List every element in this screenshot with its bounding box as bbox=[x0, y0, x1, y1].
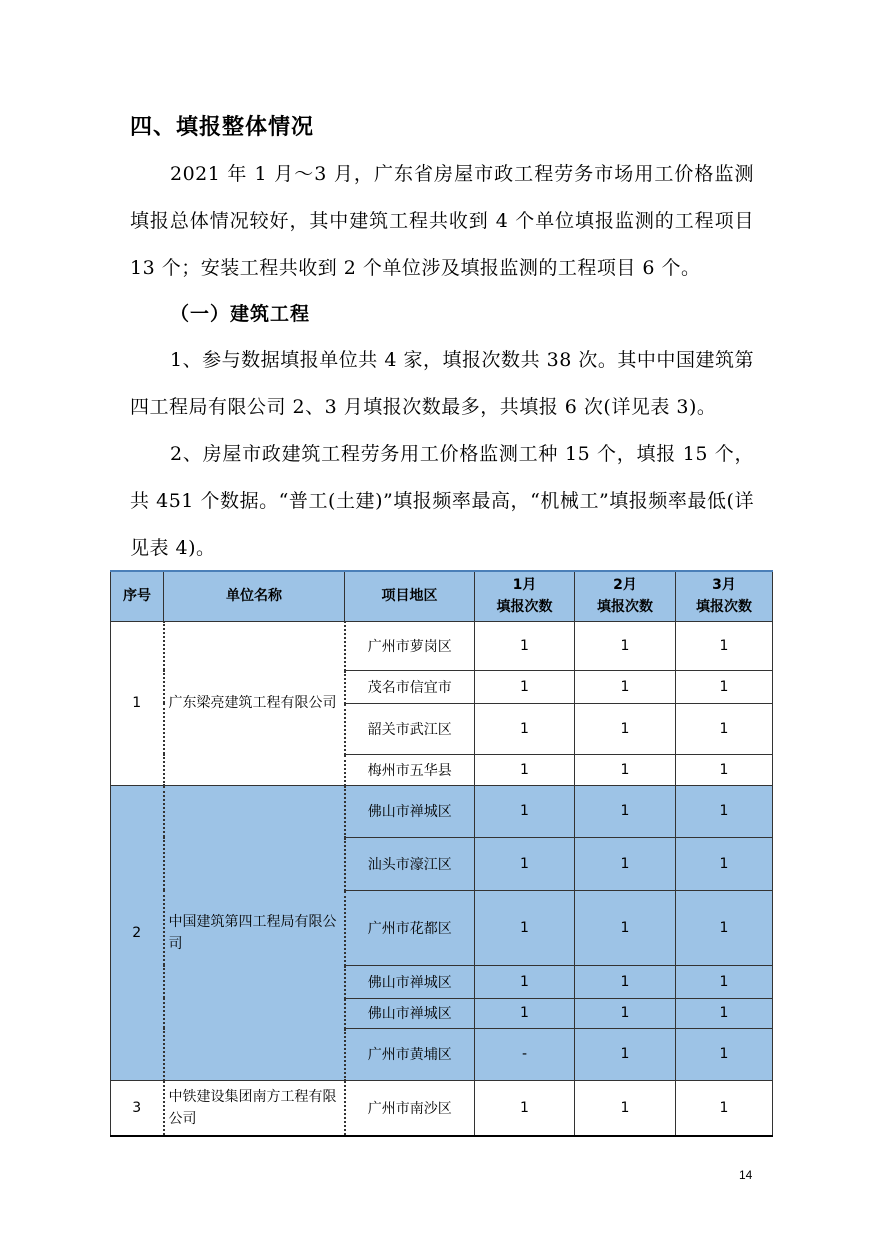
month3-cell: 1 bbox=[676, 670, 773, 703]
area-cell: 佛山市禅城区 bbox=[345, 998, 475, 1028]
header-month3: 3月 填报次数 bbox=[676, 571, 773, 621]
unit-name-cell: 中国建筑第四工程局有限公司 bbox=[164, 785, 345, 1080]
month2-cell: 1 bbox=[575, 670, 676, 703]
area-cell: 广州市黄埔区 bbox=[345, 1028, 475, 1080]
month2-cell: 1 bbox=[575, 837, 676, 890]
month1-cell: 1 bbox=[475, 785, 575, 837]
month1-cell: 1 bbox=[475, 998, 575, 1028]
month3-cell: 1 bbox=[676, 621, 773, 670]
area-cell: 佛山市禅城区 bbox=[345, 965, 475, 998]
month3-cell: 1 bbox=[676, 785, 773, 837]
unit-name-cell: 中铁建设集团南方工程有限公司 bbox=[164, 1080, 345, 1136]
month1-cell: 1 bbox=[475, 621, 575, 670]
fill-report-table bbox=[110, 570, 773, 1137]
month1-cell: 1 bbox=[475, 890, 575, 965]
header-seq: 序号 bbox=[111, 571, 164, 621]
header-area: 项目地区 bbox=[345, 571, 475, 621]
area-cell: 佛山市禅城区 bbox=[345, 785, 475, 837]
month1-cell: - bbox=[475, 1028, 575, 1080]
month3-cell: 1 bbox=[676, 965, 773, 998]
month2-cell: 1 bbox=[575, 703, 676, 754]
month1-cell: 1 bbox=[475, 754, 575, 785]
month3-cell: 1 bbox=[676, 754, 773, 785]
month1-cell: 1 bbox=[475, 1080, 575, 1136]
month2-cell: 1 bbox=[575, 998, 676, 1028]
header-unit: 单位名称 bbox=[164, 571, 345, 621]
paragraph-overview: 2021 年 1 月～3 月，广东省房屋市政工程劳务市场用工价格监测填报总体情况较好，其中建筑工程共收到 4 个单位填报监测的工程项目 13 个；安装工程共收到 2 个单位涉及填报监测的工程项目 6 个。 bbox=[130, 163, 754, 279]
month3-cell: 1 bbox=[676, 837, 773, 890]
header-month2: 2月 填报次数 bbox=[575, 571, 676, 621]
month2-cell: 1 bbox=[575, 1028, 676, 1080]
seq-cell: 3 bbox=[111, 1080, 164, 1136]
header-month1: 1月 填报次数 bbox=[475, 571, 575, 621]
month3-cell: 1 bbox=[676, 998, 773, 1028]
month3-cell: 1 bbox=[676, 890, 773, 965]
month3-cell: 1 bbox=[676, 1080, 773, 1136]
month1-cell: 1 bbox=[475, 965, 575, 998]
unit-name-cell: 广东梁亮建筑工程有限公司 bbox=[164, 621, 345, 785]
area-cell: 茂名市信宜市 bbox=[345, 670, 475, 703]
area-cell: 汕头市濠江区 bbox=[345, 837, 475, 890]
month2-cell: 1 bbox=[575, 785, 676, 837]
month2-cell: 1 bbox=[575, 621, 676, 670]
area-cell: 梅州市五华县 bbox=[345, 754, 475, 785]
paragraph-units: 1、参与数据填报单位共 4 家，填报次数共 38 次。其中中国建筑第四工程局有限公司 2、3 月填报次数最多，共填报 6 次(详见表 3)。 bbox=[130, 349, 754, 418]
seq-cell: 2 bbox=[111, 785, 164, 1080]
seq-cell: 1 bbox=[111, 621, 164, 785]
month3-cell: 1 bbox=[676, 1028, 773, 1080]
month2-cell: 1 bbox=[575, 890, 676, 965]
month2-cell: 1 bbox=[575, 965, 676, 998]
section-heading: 四、填报整体情况 bbox=[130, 115, 315, 140]
page-number: 14 bbox=[739, 1168, 753, 1182]
month3-cell: 1 bbox=[676, 703, 773, 754]
area-cell: 韶关市武江区 bbox=[345, 703, 475, 754]
month1-cell: 1 bbox=[475, 670, 575, 703]
table-row bbox=[111, 785, 773, 837]
table-row bbox=[111, 621, 773, 670]
sub-heading: （一）建筑工程 bbox=[170, 303, 311, 325]
area-cell: 广州市萝岗区 bbox=[345, 621, 475, 670]
month2-cell: 1 bbox=[575, 1080, 676, 1136]
month2-cell: 1 bbox=[575, 754, 676, 785]
area-cell: 广州市南沙区 bbox=[345, 1080, 475, 1136]
paragraph-trades: 2、房屋市政建筑工程劳务用工价格监测工种 15 个，填报 15 个，共 451 个数据。“普工(土建)”填报频率最高，“机械工”填报频率最低(详见表 4)。 bbox=[130, 443, 754, 559]
table-row bbox=[111, 1080, 773, 1136]
month1-cell: 1 bbox=[475, 703, 575, 754]
month1-cell: 1 bbox=[475, 837, 575, 890]
area-cell: 广州市花都区 bbox=[345, 890, 475, 965]
